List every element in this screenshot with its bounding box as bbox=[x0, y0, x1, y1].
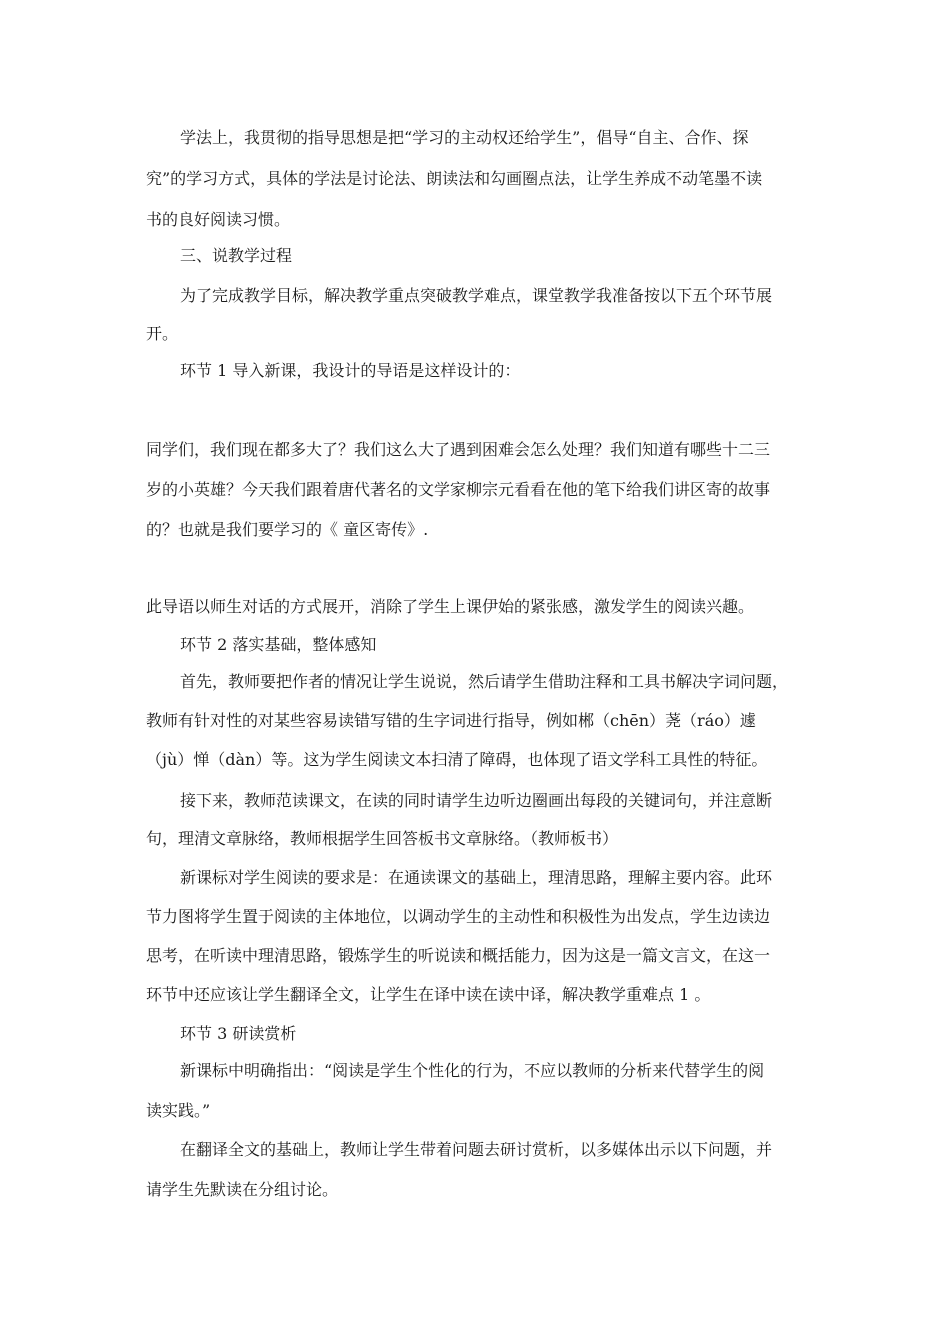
paragraph-line: 学法上，我贯彻的指导思想是把“学习的主动权还给学生”，倡导“自主、合作、探 bbox=[180, 128, 749, 147]
paragraph-line: 究”的学习方式，具体的学法是讨论法、朗读法和勾画圈点法，让学生养成不动笔墨不读 bbox=[146, 169, 763, 188]
paragraph-line: 新课标对学生阅读的要求是：在通读课文的基础上，理清思路，理解主要内容。此环 bbox=[180, 868, 773, 887]
paragraph-line: 在翻译全文的基础上，教师让学生带着问题去研讨赏析，以多媒体出示以下问题，并 bbox=[180, 1140, 773, 1159]
step-heading: 环节 2 落实基础，整体感知 bbox=[180, 635, 377, 654]
paragraph-line: 教师有针对性的对某些容易读错写错的生字词进行指导，例如郴（chēn）荛（ráo）遽 bbox=[146, 711, 756, 730]
paragraph-line: 接下来，教师范读课文，在读的同时请学生边听边圈画出每段的关键词句，并注意断 bbox=[180, 791, 773, 810]
paragraph-line: 开。 bbox=[146, 324, 179, 343]
paragraph-line: 环节中还应该让学生翻译全文，让学生在译中读在读中译，解决教学重难点 1 。 bbox=[146, 985, 711, 1004]
paragraph-line: （jù）惮（dàn）等。这为学生阅读文本扫清了障碍，也体现了语文学科工具性的特征。 bbox=[146, 750, 768, 769]
section-heading: 三、说教学过程 bbox=[180, 246, 293, 265]
paragraph-line: 为了完成教学目标，解决教学重点突破教学难点，课堂教学我准备按以下五个环节展 bbox=[180, 286, 773, 305]
paragraph-line: 请学生先默读在分组讨论。 bbox=[146, 1180, 339, 1199]
quote-line: 的？也就是我们要学习的《 童区寄传》. bbox=[146, 520, 429, 539]
step-heading: 环节 3 研读赏析 bbox=[180, 1024, 297, 1043]
quote-line: 岁的小英雄？今天我们跟着唐代著名的文学家柳宗元看看在他的笔下给我们讲区寄的故事 bbox=[146, 480, 771, 499]
paragraph-line: 读实践。” bbox=[146, 1101, 211, 1120]
paragraph-line: 此导语以师生对话的方式展开，消除了学生上课伊始的紧张感，激发学生的阅读兴趣。 bbox=[146, 597, 755, 616]
step-heading: 环节 1 导入新课，我设计的导语是这样设计的： bbox=[180, 361, 521, 380]
paragraph-line: 新课标中明确指出：“阅读是学生个性化的行为，不应以教师的分析来代替学生的阅 bbox=[180, 1061, 765, 1080]
paragraph-line: 节力图将学生置于阅读的主体地位，以调动学生的主动性和积极性为出发点，学生边读边 bbox=[146, 907, 771, 926]
paragraph-line: 思考，在听读中理清思路，锻炼学生的听说读和概括能力，因为这是一篇文言文，在这一 bbox=[146, 946, 771, 965]
paragraph-line: 书的良好阅读习惯。 bbox=[146, 210, 291, 229]
quote-line: 同学们，我们现在都多大了？我们这么大了遇到困难会怎么处理？我们知道有哪些十二三 bbox=[146, 440, 771, 459]
paragraph-line: 句，理清文章脉络，教师根据学生回答板书文章脉络。（教师板书） bbox=[146, 829, 619, 848]
paragraph-line: 首先，教师要把作者的情况让学生说说，然后请学生借助注释和工具书解决字词问题， bbox=[180, 672, 789, 691]
